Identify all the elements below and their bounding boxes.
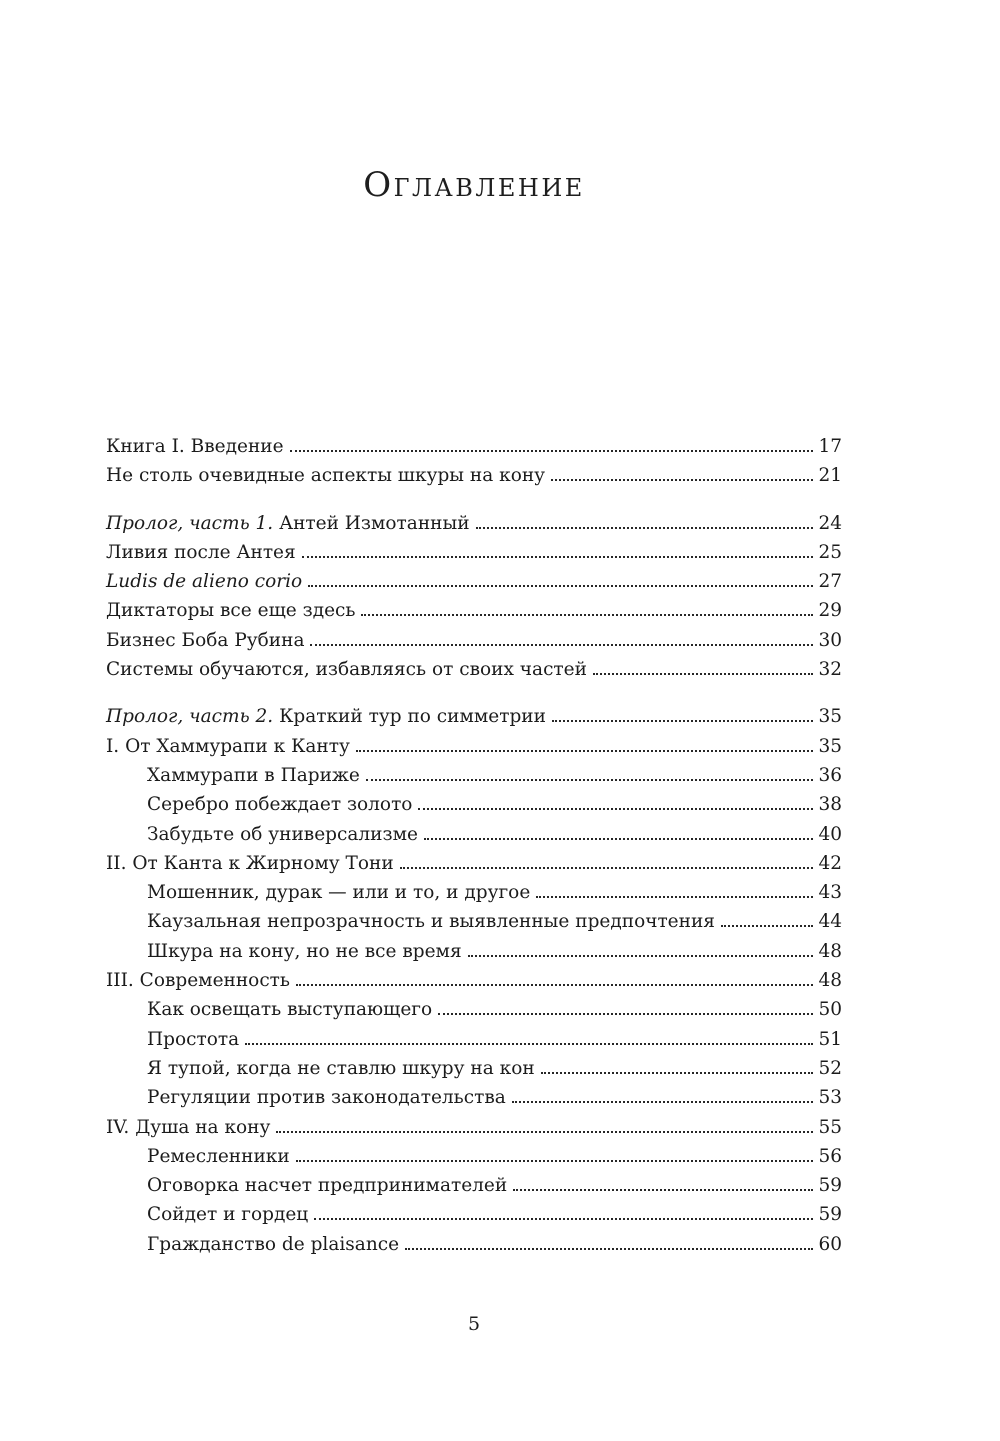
- dot-leader: [536, 896, 813, 898]
- toc-entry-page: 53: [818, 1087, 842, 1109]
- toc-entry-title: [106, 626, 310, 655]
- toc-entry-title: [147, 1142, 296, 1171]
- toc-entry-title: [106, 655, 593, 684]
- toc-entry-text: Регуляции против законодательства: [147, 1087, 506, 1109]
- toc-entry-page: 21: [818, 465, 842, 487]
- toc-entry-text: Хаммурапи в Париже: [147, 764, 360, 786]
- toc-entry-title: [147, 907, 721, 936]
- page-title: Оглавление: [363, 165, 585, 205]
- toc-entry-page: 48: [818, 970, 842, 992]
- toc-entry: [106, 1142, 842, 1171]
- toc-entry-page: 35: [818, 735, 842, 757]
- toc-entry-text: Серебро побеждает золото: [147, 794, 413, 816]
- toc-entry-title: [147, 1200, 314, 1229]
- toc-entry-title: [147, 1054, 541, 1083]
- dot-leader: [308, 585, 813, 587]
- toc-entry: [106, 538, 842, 567]
- toc-entry-italic-prefix: Пролог, часть 1.: [106, 512, 274, 534]
- dot-leader: [290, 450, 814, 452]
- toc-entry: [106, 461, 842, 490]
- toc-entry-title: [147, 1230, 405, 1259]
- toc-entry-page: 36: [818, 764, 842, 786]
- toc-entry-title: [106, 509, 476, 538]
- toc-entry-page: 40: [818, 823, 842, 845]
- toc-entry-page: 24: [818, 512, 842, 534]
- dot-leader: [302, 556, 814, 558]
- toc-entry: [106, 655, 842, 684]
- toc-entry: [106, 937, 842, 966]
- toc-entry-text: Забудьте об универсализме: [147, 823, 418, 845]
- toc-entry-page: 44: [818, 911, 842, 933]
- toc-entry-text: Простота: [147, 1028, 240, 1050]
- toc-entry: [106, 432, 842, 461]
- toc-entry-title: [147, 820, 424, 849]
- toc-entry-text: I. От Хаммурапи к Канту: [106, 735, 350, 757]
- toc-entry-title: [106, 567, 308, 596]
- dot-leader: [721, 925, 813, 927]
- toc-entry-page: 32: [818, 659, 842, 681]
- dot-leader: [476, 527, 814, 529]
- toc-entry-title: [147, 1025, 245, 1054]
- toc-entry: [106, 596, 842, 625]
- toc-entry-title: [147, 1083, 512, 1112]
- dot-leader: [438, 1013, 813, 1015]
- toc-entry-page: 35: [818, 706, 842, 728]
- toc-entry: [106, 1113, 842, 1142]
- toc-entry: [106, 878, 842, 907]
- dot-leader: [276, 1131, 813, 1133]
- toc-entry-text: Системы обучаются, избавляясь от своих частей: [106, 659, 587, 681]
- toc-entry-text: Мошенник, дурак — или и то, и другое: [147, 882, 531, 904]
- toc-entry-page: 59: [818, 1204, 842, 1226]
- toc-entry-page: 27: [818, 571, 842, 593]
- toc-entry-title: [106, 732, 356, 761]
- page-number: 5: [467, 1313, 481, 1335]
- toc-entry-title: [147, 1171, 513, 1200]
- dot-leader: [310, 644, 813, 646]
- toc-entry-page: 25: [818, 541, 842, 563]
- dot-leader: [512, 1101, 814, 1103]
- toc-entry-title: [106, 461, 551, 490]
- toc-entry-page: 43: [818, 882, 842, 904]
- toc-entry-title: [147, 937, 468, 966]
- toc-entry-text: Антей Измотанный: [273, 512, 470, 534]
- toc-entry-text: Я тупой, когда не ставлю шкуру на кон: [147, 1057, 535, 1079]
- toc-entry-title: [147, 790, 418, 819]
- toc-entry-page: 59: [818, 1175, 842, 1197]
- toc-entry-title: [147, 878, 536, 907]
- toc-entry-text: II. От Канта к Жирному Тони: [106, 852, 394, 874]
- toc-entry: [106, 995, 842, 1024]
- toc-entry-text: Как освещать выступающего: [147, 999, 433, 1021]
- toc-entry: [106, 1083, 842, 1112]
- toc-entry-page: 38: [818, 794, 842, 816]
- dot-leader: [513, 1189, 813, 1191]
- dot-leader: [541, 1072, 814, 1074]
- toc-entry: [106, 509, 842, 538]
- toc-entry-page: 42: [818, 852, 842, 874]
- dot-leader: [245, 1043, 813, 1045]
- toc-entry: [106, 820, 842, 849]
- toc-entry-text: Ливия после Антея: [106, 541, 296, 563]
- toc-entry-text: Бизнес Боба Рубина: [106, 629, 305, 651]
- toc-entry-page: 52: [818, 1057, 842, 1079]
- dot-leader: [361, 614, 813, 616]
- toc-entry-italic-prefix: Ludis de alieno corio: [106, 571, 303, 593]
- toc-entry-text: Диктаторы все еще здесь: [106, 600, 356, 622]
- toc-entry-italic-prefix: Пролог, часть 2.: [106, 706, 274, 728]
- toc-entry-page: 48: [818, 940, 842, 962]
- toc-entry: [106, 1171, 842, 1200]
- toc-entry-text: Гражданство de plaisance: [147, 1233, 400, 1255]
- toc-entry: [106, 761, 842, 790]
- dot-leader: [593, 673, 814, 675]
- toc-entry-text: Оговорка насчет предпринимателей: [147, 1175, 508, 1197]
- toc-entry-text: Не столь очевидные аспекты шкуры на кону: [106, 465, 546, 487]
- toc-entry-text: III. Современность: [106, 970, 290, 992]
- toc-entry: [106, 702, 842, 731]
- toc-entry-page: 17: [818, 436, 842, 457]
- toc-entry-title: [106, 1113, 276, 1142]
- toc-entry-page: 30: [818, 629, 842, 651]
- toc-entry-page: 29: [818, 600, 842, 622]
- toc-entry-title: [147, 761, 366, 790]
- toc-entry-title: [106, 538, 302, 567]
- toc-entry-page: 60: [818, 1233, 842, 1255]
- dot-leader: [314, 1218, 813, 1220]
- dot-leader: [356, 750, 814, 752]
- toc-entry-page: 55: [818, 1116, 842, 1138]
- dot-leader: [366, 779, 814, 781]
- dot-leader: [468, 955, 814, 957]
- dot-leader: [418, 808, 813, 810]
- toc-entry-title: [106, 432, 290, 461]
- toc-entry-text: Ремесленники: [147, 1145, 290, 1167]
- toc-entry-title: [106, 596, 361, 625]
- table-of-contents: [106, 432, 842, 1259]
- toc-entry-page: 51: [818, 1028, 842, 1050]
- toc-entry: [106, 1200, 842, 1229]
- toc-entry-title: [106, 966, 296, 995]
- toc-entry-text: IV. Душа на кону: [106, 1116, 271, 1138]
- toc-entry: [106, 907, 842, 936]
- toc-entry-title: [106, 702, 552, 731]
- dot-leader: [296, 984, 813, 986]
- toc-entry: [106, 966, 842, 995]
- toc-entry: [106, 626, 842, 655]
- toc-entry: [106, 1025, 842, 1054]
- toc-entry-text: Краткий тур по симметрии: [273, 706, 546, 728]
- dot-leader: [296, 1160, 814, 1162]
- toc-entry-text: Книга I. Введение: [106, 436, 284, 457]
- toc-entry-page: 56: [818, 1145, 842, 1167]
- toc-entry: [106, 790, 842, 819]
- dot-leader: [424, 838, 814, 840]
- toc-entry: [106, 849, 842, 878]
- dot-leader: [400, 867, 814, 869]
- toc-entry-title: [106, 849, 400, 878]
- dot-leader: [552, 720, 814, 722]
- toc-entry: [106, 567, 842, 596]
- dot-leader: [551, 479, 813, 481]
- dot-leader: [405, 1248, 813, 1250]
- toc-entry: [106, 732, 842, 761]
- toc-entry-text: Сойдет и гордец: [147, 1204, 309, 1226]
- toc-entry: [106, 1230, 842, 1259]
- toc-entry-text: Шкура на кону, но не все время: [147, 940, 462, 962]
- toc-entry-page: 50: [818, 999, 842, 1021]
- toc-entry-title: [147, 995, 438, 1024]
- toc-entry-text: Каузальная непрозрачность и выявленные предпочтения: [147, 911, 715, 933]
- toc-entry: [106, 1054, 842, 1083]
